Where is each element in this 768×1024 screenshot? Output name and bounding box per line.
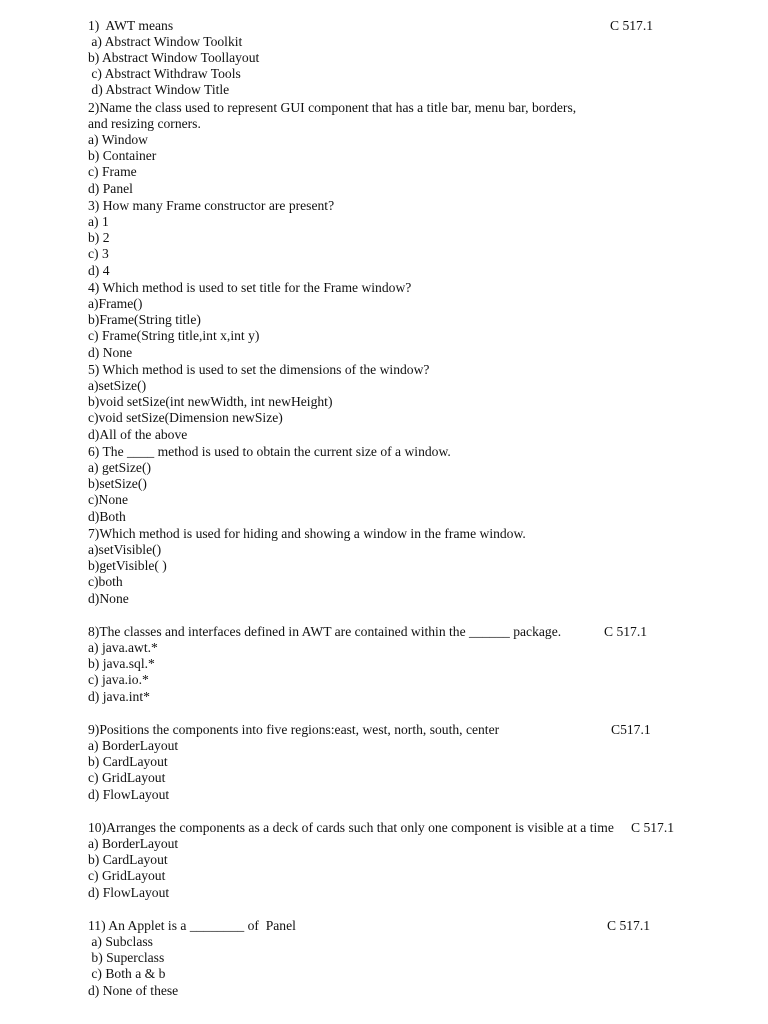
question-11-option-c: c) Both a & b — [88, 966, 166, 981]
question-4-option-c: c) Frame(String title,int x,int y) — [88, 328, 260, 343]
question-11-option-d: d) None of these — [88, 983, 179, 998]
question-10-option-d: d) FlowLayout — [88, 885, 170, 900]
question-11-option-a: a) Subclass — [88, 934, 153, 949]
question-5-option-b: b)void setSize(int newWidth, int newHeight) — [88, 394, 333, 409]
question-4-option-d: d) None — [88, 345, 133, 360]
question-4-text: 4) Which method is used to set title for the Frame window? — [88, 280, 412, 295]
question-7-text: 7)Which method is used for hiding and showing a window in the frame window. — [88, 526, 526, 541]
question-1-option-b: b) Abstract Window Toollayout — [88, 50, 260, 65]
question-5-option-c: c)void setSize(Dimension newSize) — [88, 410, 283, 425]
question-7-option-a: a)setVisible() — [88, 542, 162, 557]
question-3-option-a: a) 1 — [88, 214, 109, 229]
question-1-text: 1) AWT means — [88, 18, 174, 33]
question-1-option-d: d) Abstract Window Title — [88, 82, 230, 97]
question-8-option-d: d) java.int* — [88, 689, 150, 704]
question-6-option-c: c)None — [88, 492, 129, 507]
question-9-option-b: b) CardLayout — [88, 754, 168, 769]
question-11-text: 11) An Applet is a ________ of Panel — [88, 918, 296, 933]
question-2-option-a: a) Window — [88, 132, 148, 147]
question-11-code: C 517.1 — [607, 918, 651, 933]
question-3-option-c: c) 3 — [88, 246, 109, 261]
question-9-option-a: a) BorderLayout — [88, 738, 179, 753]
question-1-code: C 517.1 — [610, 18, 654, 33]
question-6-text: 6) The ____ method is used to obtain the current size of a window. — [88, 444, 451, 459]
question-10-option-a: a) BorderLayout — [88, 836, 179, 851]
question-5-option-a: a)setSize() — [88, 378, 147, 393]
question-9-code: C517.1 — [611, 722, 651, 737]
question-11-option-b: b) Superclass — [88, 950, 165, 965]
question-8-option-b: b) java.sql.* — [88, 656, 155, 671]
question-2-text: 2)Name the class used to represent GUI component that has a title bar, menu bar, borders, — [88, 100, 577, 115]
question-10-code: C 517.1 — [631, 820, 675, 835]
question-2-option-b: b) Container — [88, 148, 157, 163]
question-6-option-a: a) getSize() — [88, 460, 152, 475]
question-4-option-a: a)Frame() — [88, 296, 143, 311]
question-7-option-b: b)getVisible( ) — [88, 558, 167, 573]
question-8-code: C 517.1 — [604, 624, 648, 639]
question-2-option-c: c) Frame — [88, 164, 137, 179]
question-3-option-d: d) 4 — [88, 263, 110, 278]
question-2-text-continued: and resizing corners. — [88, 116, 201, 131]
question-6-option-b: b)setSize() — [88, 476, 147, 491]
question-4-option-b: b)Frame(String title) — [88, 312, 201, 327]
question-9-text: 9)Positions the components into five regions:east, west, north, south, center — [88, 722, 500, 737]
question-8-option-a: a) java.awt.* — [88, 640, 158, 655]
question-10-option-c: c) GridLayout — [88, 868, 166, 883]
question-10-option-b: b) CardLayout — [88, 852, 168, 867]
question-9-option-d: d) FlowLayout — [88, 787, 170, 802]
question-7-option-d: d)None — [88, 591, 129, 606]
question-9-option-c: c) GridLayout — [88, 770, 166, 785]
question-1-option-a: a) Abstract Window Toolkit — [88, 34, 243, 49]
question-3-option-b: b) 2 — [88, 230, 110, 245]
question-6-option-d: d)Both — [88, 509, 126, 524]
question-5-option-d: d)All of the above — [88, 427, 188, 442]
question-1-option-c: c) Abstract Withdraw Tools — [88, 66, 241, 81]
question-8-text: 8)The classes and interfaces defined in AWT are contained within the ______ package. — [88, 624, 562, 639]
question-5-text: 5) Which method is used to set the dimensions of the window? — [88, 362, 430, 377]
question-3-text: 3) How many Frame constructor are present? — [88, 198, 335, 213]
question-10-text: 10)Arranges the components as a deck of cards such that only one component is visible at a time — [88, 820, 614, 835]
question-2-option-d: d) Panel — [88, 181, 133, 196]
question-8-option-c: c) java.io.* — [88, 672, 149, 687]
question-7-option-c: c)both — [88, 574, 123, 589]
